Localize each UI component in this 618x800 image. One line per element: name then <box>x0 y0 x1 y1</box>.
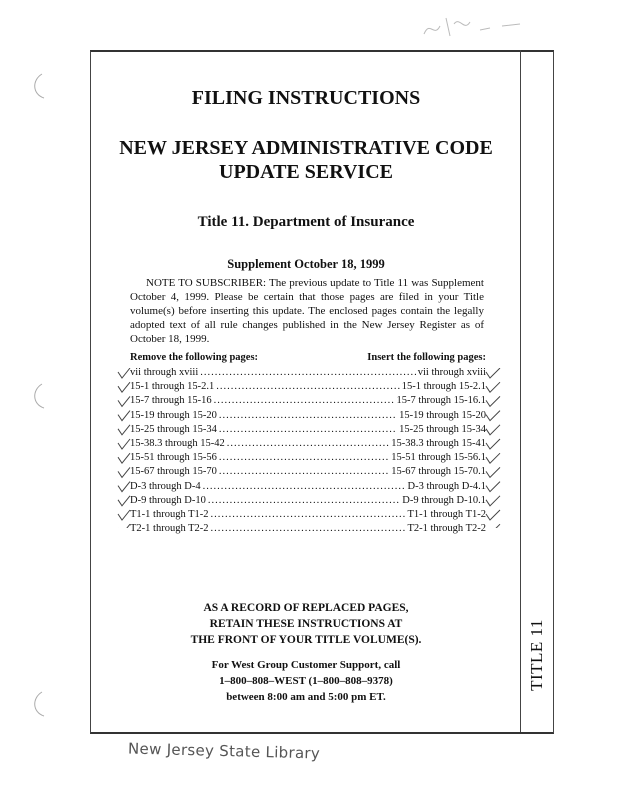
punch-mark-middle <box>28 382 48 412</box>
remove-pages: 15-25 through 15-34 <box>130 423 217 435</box>
retain-notice <box>92 600 520 648</box>
insert-pages: 15-7 through 15-16.1 <box>396 395 486 407</box>
page-row <box>130 410 486 424</box>
code-title <box>92 136 520 184</box>
insert-pages: 15-25 through 15-34 <box>399 423 486 435</box>
leader-dots <box>219 424 397 435</box>
insert-header: Insert the following pages: <box>367 352 486 363</box>
subscriber-note: NOTE TO SUBSCRIBER: The previous update to Title 11 was Supplement October 4, 1999. Please be certain that those pages are filed in your Title volume(s) before inserting this update. The enclosed pages contain the legally adopted text of all rule changes published in the New Jersey Register as of October 18, 1999. <box>130 277 484 345</box>
page-row <box>130 381 486 395</box>
customer-support <box>92 657 520 705</box>
library-stamp: New Jersey State Library <box>127 739 321 763</box>
page-row <box>130 367 486 381</box>
side-divider <box>520 50 521 732</box>
remove-pages: 15-19 through 15-20 <box>130 409 217 421</box>
retain-line3: THE FRONT OF YOUR TITLE VOLUME(S). <box>190 634 422 646</box>
insert-pages: 15-1 through 15-2.1 <box>401 381 486 393</box>
code-title-line2: UPDATE SERVICE <box>219 161 393 183</box>
page-row <box>130 424 486 438</box>
remove-pages: D-3 through D-4 <box>130 480 201 492</box>
page-row <box>130 481 486 495</box>
remove-pages: D-9 through D-10 <box>130 494 206 506</box>
title-number: Title 11. Department of Insurance <box>197 214 415 230</box>
retain-line2: RETAIN THESE INSTRUCTIONS AT <box>209 618 403 630</box>
page-list-header <box>130 352 486 363</box>
page-row <box>130 452 486 466</box>
remove-pages: 15-7 through 15-16 <box>130 395 212 407</box>
insert-pages: 15-19 through 15-20 <box>399 409 486 421</box>
punch-mark-top <box>28 72 48 102</box>
insert-pages: T1-1 through T1-2 <box>407 508 486 520</box>
leader-dots <box>203 481 406 492</box>
side-tab-label: TITLE 11 <box>527 619 547 691</box>
leader-dots <box>211 523 406 534</box>
insert-pages: 15-67 through 15-70.1 <box>391 466 486 478</box>
remove-pages: 15-38.3 through 15-42 <box>130 437 225 449</box>
page-row <box>130 466 486 480</box>
code-title-line1: NEW JERSEY ADMINISTRATIVE CODE <box>119 137 493 159</box>
remove-pages: T1-1 through T1-2 <box>130 508 209 520</box>
leader-dots <box>219 466 389 477</box>
insert-pages: D-3 through D-4.1 <box>407 480 486 492</box>
leader-dots <box>219 452 389 463</box>
supplement-date: Supplement October 18, 1999 <box>227 257 385 271</box>
remove-pages: 15-67 through 15-70 <box>130 466 217 478</box>
page-replacement-list <box>130 352 486 537</box>
support-hours: between 8:00 am and 5:00 pm ET. <box>226 691 386 703</box>
insert-pages: D-9 through D-10.1 <box>402 494 486 506</box>
leader-dots <box>219 410 397 421</box>
insert-pages: 15-38.3 through 15-41 <box>391 437 486 449</box>
leader-dots <box>227 438 389 449</box>
handwritten-mark <box>420 12 540 42</box>
insert-pages: vii through xviii <box>417 367 486 378</box>
remove-pages: 15-1 through 15-2.1 <box>130 381 215 393</box>
page-row <box>130 509 486 523</box>
leader-dots <box>216 381 399 392</box>
insert-pages: 15-51 through 15-56.1 <box>391 452 486 464</box>
remove-pages: T2-1 through T2-2 <box>130 523 209 535</box>
page-row <box>130 438 486 452</box>
page-row <box>130 495 486 509</box>
remove-pages: vii through xviii <box>130 367 199 378</box>
retain-line1: AS A RECORD OF REPLACED PAGES, <box>203 602 409 614</box>
leader-dots <box>214 395 395 406</box>
remove-header: Remove the following pages: <box>130 352 259 363</box>
punch-mark-bottom <box>28 690 48 720</box>
page-row <box>130 395 486 409</box>
side-tab <box>522 600 552 710</box>
remove-pages: 15-51 through 15-56 <box>130 452 217 464</box>
support-line1: For West Group Customer Support, call <box>211 659 401 671</box>
page-row <box>130 523 486 537</box>
page-rows <box>130 367 486 537</box>
leader-dots <box>208 495 400 506</box>
filing-instructions-title: FILING INSTRUCTIONS <box>191 87 421 109</box>
support-phone: 1–800–808–WEST (1–800–808–9378) <box>219 675 393 687</box>
leader-dots <box>211 509 406 520</box>
leader-dots <box>200 367 416 378</box>
insert-pages: T2-1 through T2-2 <box>407 523 486 535</box>
